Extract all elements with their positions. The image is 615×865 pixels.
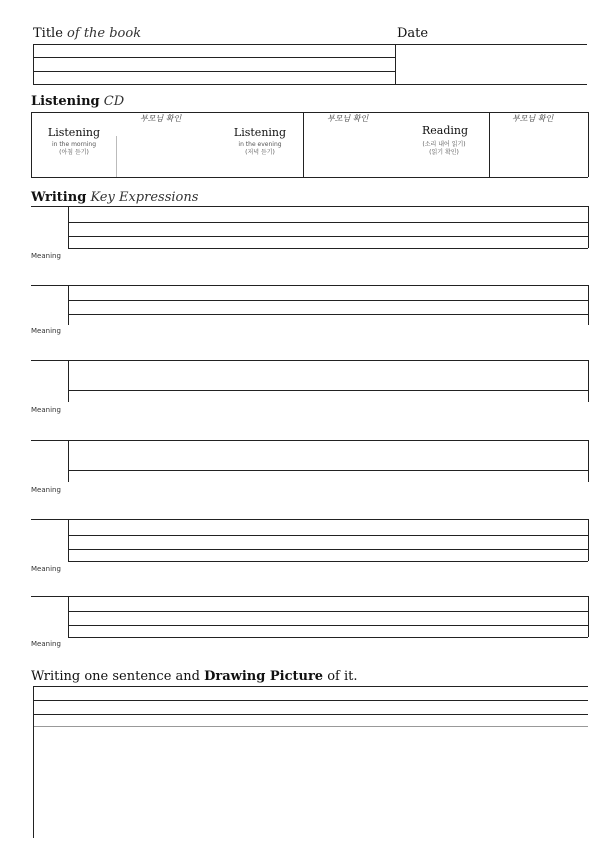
writing-hint: Key Expressions <box>90 190 199 205</box>
book-title-hint: of the book <box>67 26 142 41</box>
drawing-heading-bold: Drawing Picture <box>204 669 324 684</box>
listening-evening-sub1: in the evening <box>238 141 282 148</box>
parent-check-3: 부모님 확인 <box>512 114 554 123</box>
listening-evening-title: Listening <box>233 126 287 139</box>
meaning-label-4: Meaning <box>31 486 61 494</box>
meaning-label-6: Meaning <box>31 640 61 648</box>
drawing-heading-part1: Writing one sentence and <box>31 669 200 684</box>
meaning-label-1: Meaning <box>31 252 61 260</box>
listening-heading <box>31 94 124 109</box>
reading-title: Reading <box>421 124 469 137</box>
listening-morning-title: Listening <box>47 126 101 139</box>
meaning-label-3: Meaning <box>31 406 61 414</box>
drawing-area[interactable] <box>33 686 588 838</box>
listening-hint: CD <box>103 94 125 109</box>
meaning-label-5: Meaning <box>31 565 61 573</box>
reading-sub2: (읽기 확인) <box>429 149 459 156</box>
drawing-heading <box>31 669 358 684</box>
listening-evening-checkbox[interactable] <box>305 124 395 174</box>
book-title-label: Title <box>33 26 63 41</box>
parent-check-1: 부모님 확인 <box>140 114 182 123</box>
writing-label: Writing <box>31 190 87 205</box>
book-title-heading <box>33 26 141 41</box>
meaning-label-2: Meaning <box>31 327 61 335</box>
listening-evening-sub2: (저녁 듣기) <box>245 149 275 156</box>
listening-morning-sub1: in the morning <box>51 141 97 148</box>
date-heading: Date <box>397 26 429 41</box>
listening-morning-sub2: (아침 듣기) <box>59 149 89 156</box>
drawing-heading-part2: of it. <box>327 669 358 684</box>
writing-heading <box>31 190 198 205</box>
reading-sub1: (소리 내어 읽기) <box>422 141 466 148</box>
listening-label: Listening <box>31 94 100 109</box>
reading-checkbox[interactable] <box>491 124 586 174</box>
parent-check-2: 부모님 확인 <box>327 114 369 123</box>
